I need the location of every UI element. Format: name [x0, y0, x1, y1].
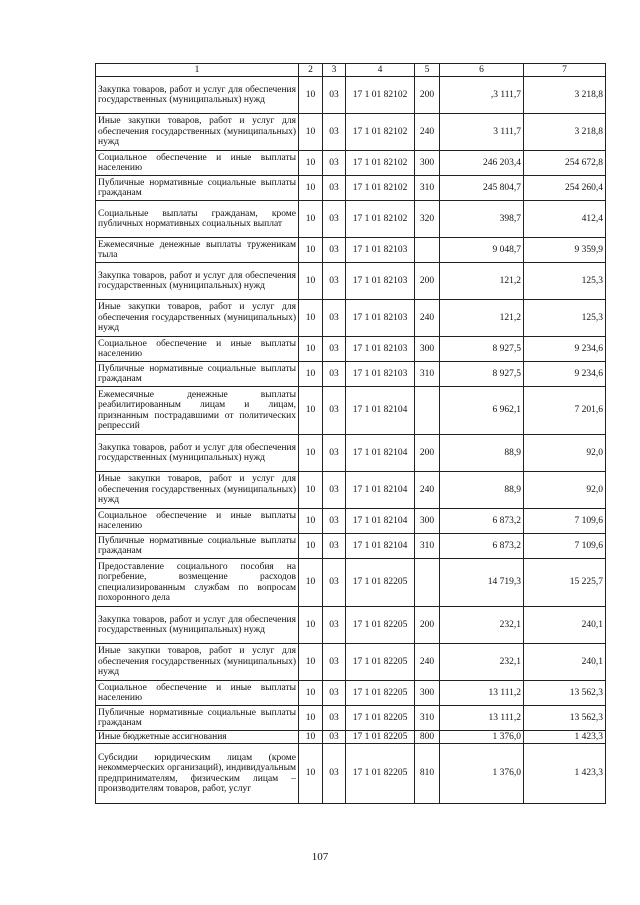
target-article-cell: 17 1 01 82205: [346, 559, 415, 607]
expense-type-cell: 200: [415, 607, 440, 644]
header-row: [96, 64, 606, 77]
expense-type-cell: 240: [415, 644, 440, 681]
table-row: [96, 263, 606, 300]
target-article-cell: 17 1 01 82205: [346, 744, 415, 804]
subsection-code-cell: 03: [323, 238, 346, 263]
target-article-cell: 17 1 01 82103: [346, 263, 415, 300]
amount-year2-cell: 3 218,8: [524, 114, 606, 151]
section-code-cell: 10: [299, 201, 323, 238]
target-article-cell: 17 1 01 82205: [346, 706, 415, 731]
row-name-cell: Иные закупки товаров, работ и услуг для обеспечения государственных (муниципальных) нужд: [96, 472, 299, 509]
section-code-cell: 10: [299, 534, 323, 559]
section-code-cell: 10: [299, 337, 323, 362]
amount-year2-cell: 254 260,4: [524, 176, 606, 201]
expense-type-cell: 200: [415, 435, 440, 472]
section-code-cell: 10: [299, 607, 323, 644]
section-code-cell: 10: [299, 77, 323, 114]
table-row: [96, 238, 606, 263]
subsection-code-cell: 03: [323, 706, 346, 731]
table-row: [96, 387, 606, 435]
row-name-cell: Ежемесячные денежные выплаты труженикам тыла: [96, 238, 299, 263]
target-article-cell: 17 1 01 82104: [346, 509, 415, 534]
amount-year1-cell: 121,2: [440, 263, 524, 300]
table-row: [96, 362, 606, 387]
row-name-cell: Социальное обеспечение и иные выплаты населению: [96, 337, 299, 362]
amount-year1-cell: 9 048,7: [440, 238, 524, 263]
target-article-cell: 17 1 01 82103: [346, 362, 415, 387]
subsection-code-cell: 03: [323, 509, 346, 534]
subsection-code-cell: 03: [323, 731, 346, 744]
row-name-cell: Социальное обеспечение и иные выплаты населению: [96, 681, 299, 706]
table-row: [96, 337, 606, 362]
section-code-cell: 10: [299, 435, 323, 472]
amount-year2-cell: 13 562,3: [524, 706, 606, 731]
expense-type-cell: [415, 559, 440, 607]
header-cell: 4: [346, 64, 415, 77]
amount-year1-cell: 246 203,4: [440, 151, 524, 176]
target-article-cell: 17 1 01 82205: [346, 681, 415, 706]
section-code-cell: 10: [299, 238, 323, 263]
row-name-cell: Иные бюджетные ассигнования: [96, 731, 299, 744]
row-name-cell: Социальное обеспечение и иные выплаты населению: [96, 509, 299, 534]
amount-year1-cell: ,3 111,7: [440, 77, 524, 114]
header-cell: 6: [440, 64, 524, 77]
section-code-cell: 10: [299, 731, 323, 744]
row-name-cell: Закупка товаров, работ и услуг для обеспечения государственных (муниципальных) нужд: [96, 435, 299, 472]
expense-type-cell: 300: [415, 337, 440, 362]
amount-year1-cell: 3 111,7: [440, 114, 524, 151]
budget-table: [95, 63, 606, 804]
row-name-cell: Субсидии юридическим лицам (кроме некоммерческих организаций), индивидуальным предпринимателям, физическим лицам – производителям товаров, работ, услуг: [96, 744, 299, 804]
row-name-cell: Иные закупки товаров, работ и услуг для обеспечения государственных (муниципальных) нужд: [96, 644, 299, 681]
row-name-cell: Иные закупки товаров, работ и услуг для обеспечения государственных (муниципальных) нужд: [96, 300, 299, 337]
row-name-cell: Закупка товаров, работ и услуг для обеспечения государственных (муниципальных) нужд: [96, 607, 299, 644]
subsection-code-cell: 03: [323, 77, 346, 114]
amount-year1-cell: 13 111,2: [440, 706, 524, 731]
amount-year1-cell: 88,9: [440, 435, 524, 472]
amount-year2-cell: 125,3: [524, 300, 606, 337]
expense-type-cell: 310: [415, 176, 440, 201]
amount-year1-cell: 1 376,0: [440, 744, 524, 804]
row-name-cell: Публичные нормативные социальные выплаты гражданам: [96, 706, 299, 731]
row-name-cell: Предоставление социального пособия на погребение, возмещение расходов специализированным службам по вопросам похоронного дела: [96, 559, 299, 607]
section-code-cell: 10: [299, 706, 323, 731]
amount-year1-cell: 14 719,3: [440, 559, 524, 607]
section-code-cell: 10: [299, 362, 323, 387]
subsection-code-cell: 03: [323, 681, 346, 706]
subsection-code-cell: 03: [323, 151, 346, 176]
row-name-cell: Иные закупки товаров, работ и услуг для обеспечения государственных (муниципальных) нужд: [96, 114, 299, 151]
section-code-cell: 10: [299, 300, 323, 337]
subsection-code-cell: 03: [323, 176, 346, 201]
header-cell: 5: [415, 64, 440, 77]
subsection-code-cell: 03: [323, 201, 346, 238]
section-code-cell: 10: [299, 644, 323, 681]
amount-year2-cell: 1 423,3: [524, 744, 606, 804]
subsection-code-cell: 03: [323, 337, 346, 362]
amount-year2-cell: 7 109,6: [524, 534, 606, 559]
target-article-cell: 17 1 01 82104: [346, 472, 415, 509]
amount-year2-cell: 1 423,3: [524, 731, 606, 744]
table-row: [96, 435, 606, 472]
header-cell: 1: [96, 64, 299, 77]
subsection-code-cell: 03: [323, 559, 346, 607]
header-cell: 3: [323, 64, 346, 77]
amount-year2-cell: 9 234,6: [524, 337, 606, 362]
amount-year1-cell: 6 873,2: [440, 534, 524, 559]
amount-year2-cell: 254 672,8: [524, 151, 606, 176]
page-number: 107: [311, 851, 329, 863]
table-row: [96, 644, 606, 681]
row-name-cell: Закупка товаров, работ и услуг для обеспечения государственных (муниципальных) нужд: [96, 263, 299, 300]
amount-year2-cell: 92,0: [524, 472, 606, 509]
amount-year2-cell: 7 109,6: [524, 509, 606, 534]
expense-type-cell: 200: [415, 263, 440, 300]
target-article-cell: 17 1 01 82104: [346, 387, 415, 435]
section-code-cell: 10: [299, 681, 323, 706]
amount-year1-cell: 6 962,1: [440, 387, 524, 435]
row-name-cell: Социальное обеспечение и иные выплаты населению: [96, 151, 299, 176]
amount-year1-cell: 13 111,2: [440, 681, 524, 706]
amount-year2-cell: 15 225,7: [524, 559, 606, 607]
row-name-cell: Социальные выплаты гражданам, кроме публичных нормативных социальных выплат: [96, 201, 299, 238]
section-code-cell: 10: [299, 744, 323, 804]
amount-year1-cell: 88,9: [440, 472, 524, 509]
amount-year1-cell: 398,7: [440, 201, 524, 238]
subsection-code-cell: 03: [323, 607, 346, 644]
amount-year2-cell: 412,4: [524, 201, 606, 238]
table-row: [96, 114, 606, 151]
target-article-cell: 17 1 01 82103: [346, 337, 415, 362]
target-article-cell: 17 1 01 82103: [346, 238, 415, 263]
subsection-code-cell: 03: [323, 300, 346, 337]
amount-year1-cell: 232,1: [440, 607, 524, 644]
section-code-cell: 10: [299, 559, 323, 607]
section-code-cell: 10: [299, 387, 323, 435]
row-name-cell: Закупка товаров, работ и услуг для обеспечения государственных (муниципальных) нужд: [96, 77, 299, 114]
amount-year1-cell: 1 376,0: [440, 731, 524, 744]
row-name-cell: Публичные нормативные социальные выплаты гражданам: [96, 534, 299, 559]
expense-type-cell: 310: [415, 362, 440, 387]
subsection-code-cell: 03: [323, 472, 346, 509]
subsection-code-cell: 03: [323, 534, 346, 559]
amount-year1-cell: 121,2: [440, 300, 524, 337]
section-code-cell: 10: [299, 472, 323, 509]
amount-year2-cell: 7 201,6: [524, 387, 606, 435]
header-cell: 2: [299, 64, 323, 77]
target-article-cell: 17 1 01 82102: [346, 77, 415, 114]
table-row: [96, 744, 606, 804]
expense-type-cell: 300: [415, 509, 440, 534]
expense-type-cell: 300: [415, 151, 440, 176]
expense-type-cell: 240: [415, 472, 440, 509]
table-row: [96, 151, 606, 176]
amount-year1-cell: 232,1: [440, 644, 524, 681]
section-code-cell: 10: [299, 114, 323, 151]
amount-year2-cell: 13 562,3: [524, 681, 606, 706]
amount-year2-cell: 125,3: [524, 263, 606, 300]
expense-type-cell: [415, 238, 440, 263]
expense-type-cell: 810: [415, 744, 440, 804]
amount-year2-cell: 9 234,6: [524, 362, 606, 387]
amount-year2-cell: 240,1: [524, 644, 606, 681]
row-name-cell: Ежемесячные денежные выплаты реабилитированным лицам и лицам, признанным пострадавшими от политических репрессий: [96, 387, 299, 435]
amount-year2-cell: 92,0: [524, 435, 606, 472]
row-name-cell: Публичные нормативные социальные выплаты гражданам: [96, 362, 299, 387]
amount-year1-cell: 8 927,5: [440, 362, 524, 387]
section-code-cell: 10: [299, 509, 323, 534]
amount-year2-cell: 9 359,9: [524, 238, 606, 263]
table-row: [96, 176, 606, 201]
expense-type-cell: 240: [415, 300, 440, 337]
subsection-code-cell: 03: [323, 387, 346, 435]
target-article-cell: 17 1 01 82102: [346, 201, 415, 238]
subsection-code-cell: 03: [323, 114, 346, 151]
table-row: [96, 731, 606, 744]
table-row: [96, 77, 606, 114]
target-article-cell: 17 1 01 82102: [346, 151, 415, 176]
target-article-cell: 17 1 01 82205: [346, 607, 415, 644]
table-row: [96, 607, 606, 644]
amount-year1-cell: 6 873,2: [440, 509, 524, 534]
expense-type-cell: 300: [415, 681, 440, 706]
subsection-code-cell: 03: [323, 362, 346, 387]
target-article-cell: 17 1 01 82104: [346, 534, 415, 559]
subsection-code-cell: 03: [323, 644, 346, 681]
subsection-code-cell: 03: [323, 263, 346, 300]
target-article-cell: 17 1 01 82205: [346, 644, 415, 681]
expense-type-cell: 310: [415, 534, 440, 559]
expense-type-cell: [415, 387, 440, 435]
section-code-cell: 10: [299, 151, 323, 176]
subsection-code-cell: 03: [323, 744, 346, 804]
table-row: [96, 300, 606, 337]
expense-type-cell: 240: [415, 114, 440, 151]
subsection-code-cell: 03: [323, 435, 346, 472]
expense-type-cell: 310: [415, 706, 440, 731]
amount-year1-cell: 245 804,7: [440, 176, 524, 201]
table-row: [96, 509, 606, 534]
target-article-cell: 17 1 01 82103: [346, 300, 415, 337]
amount-year2-cell: 3 218,8: [524, 77, 606, 114]
table-row: [96, 472, 606, 509]
table-row: [96, 201, 606, 238]
target-article-cell: 17 1 01 82104: [346, 435, 415, 472]
section-code-cell: 10: [299, 263, 323, 300]
expense-type-cell: 800: [415, 731, 440, 744]
table-row: [96, 681, 606, 706]
row-name-cell: Публичные нормативные социальные выплаты гражданам: [96, 176, 299, 201]
table-row: [96, 706, 606, 731]
target-article-cell: 17 1 01 82102: [346, 114, 415, 151]
section-code-cell: 10: [299, 176, 323, 201]
target-article-cell: 17 1 01 82102: [346, 176, 415, 201]
expense-type-cell: 200: [415, 77, 440, 114]
target-article-cell: 17 1 01 82205: [346, 731, 415, 744]
amount-year1-cell: 8 927,5: [440, 337, 524, 362]
amount-year2-cell: 240,1: [524, 607, 606, 644]
table-row: [96, 559, 606, 607]
expense-type-cell: 320: [415, 201, 440, 238]
table-row: [96, 534, 606, 559]
header-cell: 7: [524, 64, 606, 77]
